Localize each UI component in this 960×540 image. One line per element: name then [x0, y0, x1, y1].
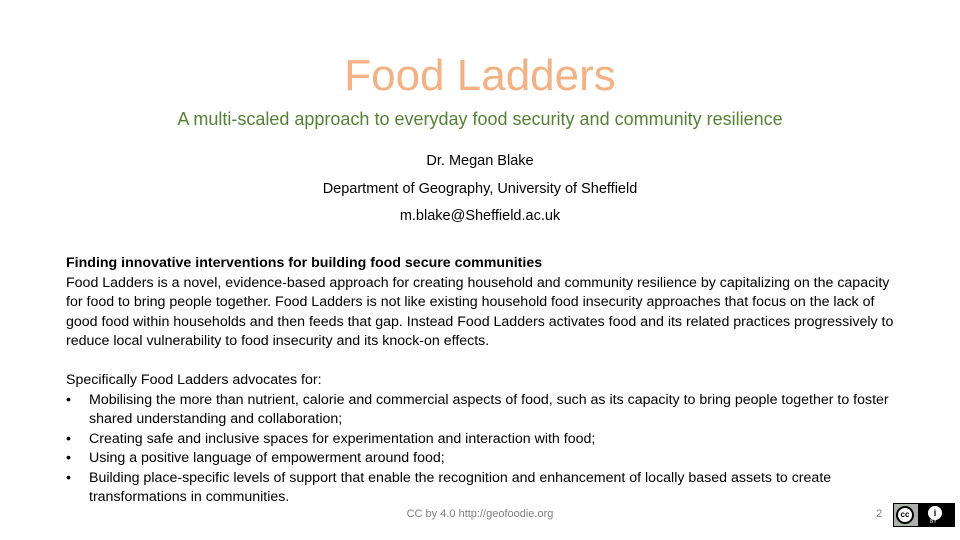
list-item — [66, 469, 906, 508]
bullet-icon: • — [66, 450, 71, 466]
attribution-icon: i — [928, 506, 942, 520]
advocacy-list — [66, 391, 906, 508]
author-block — [0, 148, 960, 231]
paragraph-spacer — [66, 352, 906, 372]
list-item — [66, 430, 906, 450]
list-item — [66, 449, 906, 469]
list-item-text: Mobilising the more than nutrient, calorie and commercial aspects of food, such as its capacity to bring people together to foster shared understanding and collaboration; — [89, 391, 889, 427]
page-number: 2 — [876, 508, 883, 520]
slide-subtitle: A multi-scaled approach to everyday food security and community resilience — [177, 109, 783, 129]
author-department: Department of Geography, University of Sheffield — [322, 180, 638, 197]
author-email: m.blake@Sheffield.ac.uk — [399, 208, 561, 224]
cc-icon: cc — [896, 506, 914, 524]
bullet-icon: • — [66, 469, 71, 486]
body-heading: Finding innovative interventions for building food secure communities — [66, 255, 543, 271]
slide-title: Food Ladders — [344, 51, 616, 100]
bullet-icon: • — [66, 391, 71, 408]
list-item-text: Building place-specific levels of support that enable the recognition and enhancement of locally based assets to create transformations in communities. — [89, 469, 832, 505]
badge-by-label: BY — [930, 519, 937, 525]
body-text — [66, 254, 906, 508]
list-item — [66, 391, 906, 430]
list-intro: Specifically Food Ladders advocates for: — [66, 372, 322, 388]
body-paragraph: Food Ladders is a novel, evidence-based approach for creating household and community resilience by capitalizing on the capacity for food to bring people together. Food Ladders is not like existing household food insecurity approaches that focus on the lack of good food within households and then feeds that gap. Instead Food Ladders activates food and its related practices progressively to reduce local vulnerability to food insecurity and its knock-on effects. — [66, 274, 894, 349]
author-name: Dr. Megan Blake — [426, 153, 534, 169]
footer-license: CC by 4.0 http://geofoodie.org — [406, 508, 554, 520]
bullet-icon: • — [66, 430, 71, 447]
list-item-text: Creating safe and inclusive spaces for experimentation and interaction with food; — [89, 430, 596, 447]
list-item-text: Using a positive language of empowerment around food; — [89, 450, 445, 466]
cc-by-license-badge[interactable] — [893, 503, 955, 527]
